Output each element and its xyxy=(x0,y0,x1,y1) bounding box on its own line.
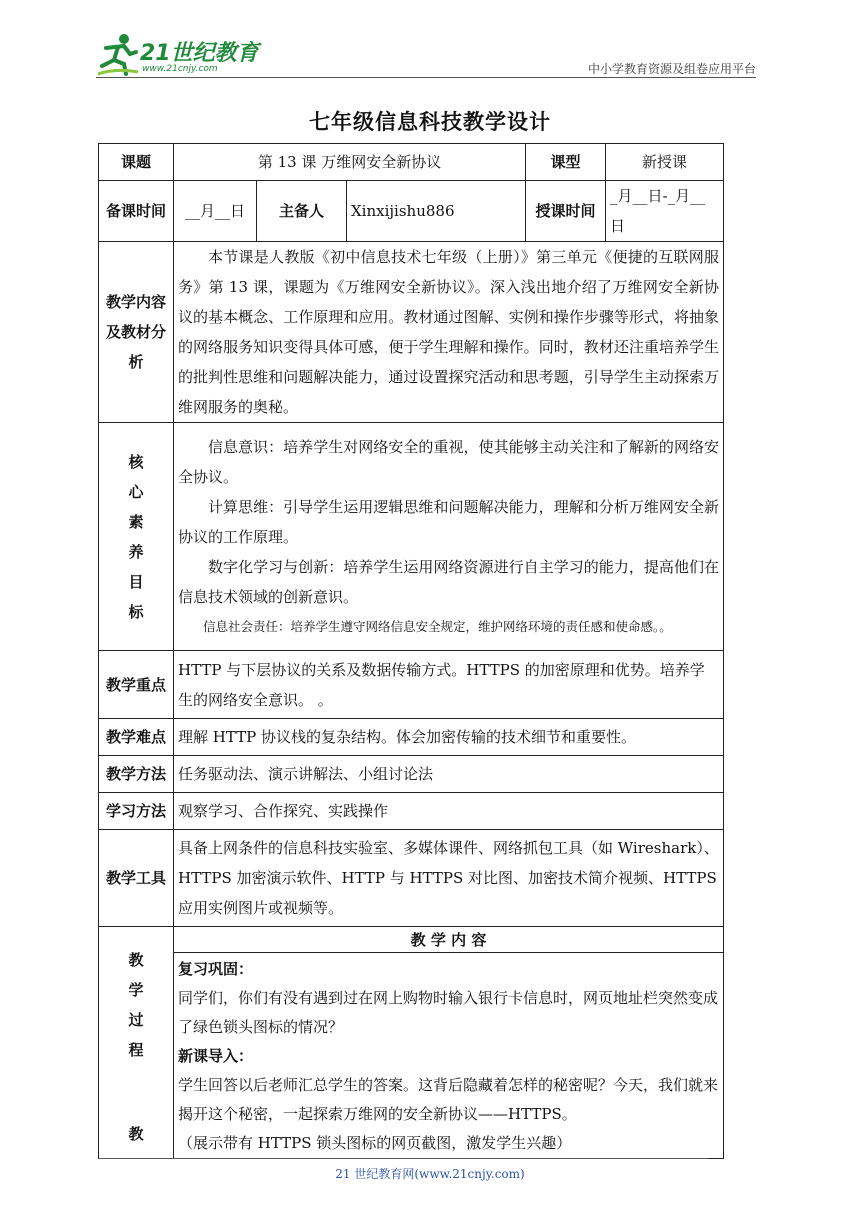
row-tools xyxy=(99,830,724,927)
process-label-char: 教 xyxy=(128,1125,144,1143)
teaching-method-text: 任务驱动法、演示讲解法、小组讨论法 xyxy=(174,756,724,793)
logo-url: www.21cnjy.com xyxy=(142,64,218,74)
lesson-label: 课题 xyxy=(99,144,174,181)
row-analysis xyxy=(99,242,724,423)
teach-time-value: _月__日-_月__日 xyxy=(606,181,724,242)
row-teaching-method xyxy=(99,756,724,793)
core-label-char: 心 xyxy=(128,482,144,501)
row-study-method xyxy=(99,793,724,830)
study-method-label: 学习方法 xyxy=(99,793,174,830)
document-title: 七年级信息科技教学设计 xyxy=(309,110,551,134)
type-value: 新授课 xyxy=(606,144,724,181)
platform-name: 中小学教育资源及组卷应用平台 xyxy=(587,62,756,76)
core-label-char: 素 xyxy=(128,512,144,531)
intro-title: 新课导入： xyxy=(178,1047,254,1065)
difficulty-text: 理解 HTTP 协议栈的复杂结构。体会加密传输的技术细节和重要性。 xyxy=(174,719,724,756)
core-goal-information: 信息意识：培养学生对网络安全的重视，使其能够主动关注和了解新的网络安全协议。 xyxy=(178,437,720,486)
content-header: 教 学 内 容 xyxy=(174,927,724,953)
row-core-literacy xyxy=(99,423,724,651)
review-text: 同学们，你们有没有遇到过在网上购物时输入银行卡信息时，网页地址栏突然变成了绿色锁头图标的情况？ xyxy=(178,989,719,1036)
process-label-char: 学 xyxy=(128,981,144,999)
teach-time-label: 授课时间 xyxy=(526,181,606,242)
preparer-label: 主备人 xyxy=(257,181,347,242)
core-goal-computational: 计算思维：引导学生运用逻辑思维和问题解决能力，理解和分析万维网安全新协议的工作原理。 xyxy=(178,497,720,546)
analysis-text: 本节课是人教版《初中信息技术七年级（上册）》第三单元《便捷的互联网服务》第 13 课，课题为《万维网安全新协议》。深入浅出地介绍了万维网安全新协议的基本概念、工作原理和应用。教材通过图解、实例和操作步骤等形式，将抽象的网络服务知识变得具体可感，便于学生理解和操作。同时，教材还注重培养学生的批判性思维和问题解决能力，通过设置探究活动和思考题，引导学生主动探索万维网服务的奥秘。 xyxy=(174,242,724,423)
process-label-char: 教 xyxy=(128,951,144,969)
core-literacy-content xyxy=(174,423,724,651)
preparer-value: Xinxijishu886 xyxy=(347,181,526,242)
study-method-text: 观察学习、合作探究、实践操作 xyxy=(174,793,724,830)
intro-text: 学生回答以后老师汇总学生的答案。这背后隐藏着怎样的秘密呢？今天，我们就来揭开这个秘密，一起探索万维网的安全新协议——HTTPS。 xyxy=(178,1076,719,1123)
lesson-value: 第 13 课 万维网安全新协议 xyxy=(174,144,526,181)
footer-text: 21 世纪教育网(www.21cnjy.com) xyxy=(335,1167,525,1181)
analysis-label: 教学内容及教材分析 xyxy=(99,242,174,423)
header-divider xyxy=(96,77,756,78)
core-label-char: 目 xyxy=(128,572,144,591)
prep-time-value: __月__日 xyxy=(174,181,257,242)
key-points-text: HTTP 与下层协议的关系及数据传输方式。HTTPS 的加密原理和优势。培养学生的网络安全意识。 。 xyxy=(174,651,724,719)
process-label xyxy=(99,927,174,1159)
runner-icon xyxy=(96,32,140,78)
process-label-gap xyxy=(103,1065,169,1119)
key-points-label: 教学重点 xyxy=(99,651,174,719)
process-label-char: 程 xyxy=(128,1041,144,1059)
logo xyxy=(96,32,266,80)
row-lesson xyxy=(99,144,724,181)
core-literacy-label xyxy=(99,423,174,651)
footer-divider xyxy=(98,1158,708,1159)
core-goal-digital: 数字化学习与创新：培养学生运用网络资源进行自主学习的能力，提高他们在信息技术领域的创新意识。 xyxy=(178,557,720,606)
row-process-header xyxy=(99,927,724,953)
prep-time-label: 备课时间 xyxy=(99,181,174,242)
core-label-char: 养 xyxy=(128,542,144,561)
row-key-points xyxy=(99,651,724,719)
core-label-char: 核 xyxy=(128,452,144,471)
core-goal-responsibility: 信息社会责任：培养学生遵守网络信息安全规定，维护网络环境的责任感和使命感。。 xyxy=(203,618,672,634)
tools-text: 具备上网条件的信息科技实验室、多媒体课件、网络抓包工具（如 Wireshark）、HTTPS 加密演示软件、HTTP 与 HTTPS 对比图、加密技术简介视频、HTTPS 应用实例图片或视频等。 xyxy=(174,830,724,927)
process-content xyxy=(174,953,724,1159)
intro-note: （展示带有 HTTPS 锁头图标的网页截图，激发学生兴趣） xyxy=(178,1134,572,1152)
logo-text: 21世纪教育 xyxy=(140,41,259,66)
tools-label: 教学工具 xyxy=(99,830,174,927)
row-difficulty xyxy=(99,719,724,756)
difficulty-label: 教学难点 xyxy=(99,719,174,756)
type-label: 课型 xyxy=(526,144,606,181)
page-header xyxy=(0,0,860,90)
row-process-content xyxy=(99,953,724,1159)
review-title: 复习巩固： xyxy=(178,960,254,978)
teaching-method-label: 教学方法 xyxy=(99,756,174,793)
process-label-char: 过 xyxy=(128,1011,144,1029)
lesson-plan-table xyxy=(98,143,724,1159)
core-label-char: 标 xyxy=(128,602,144,621)
row-prep xyxy=(99,181,724,242)
